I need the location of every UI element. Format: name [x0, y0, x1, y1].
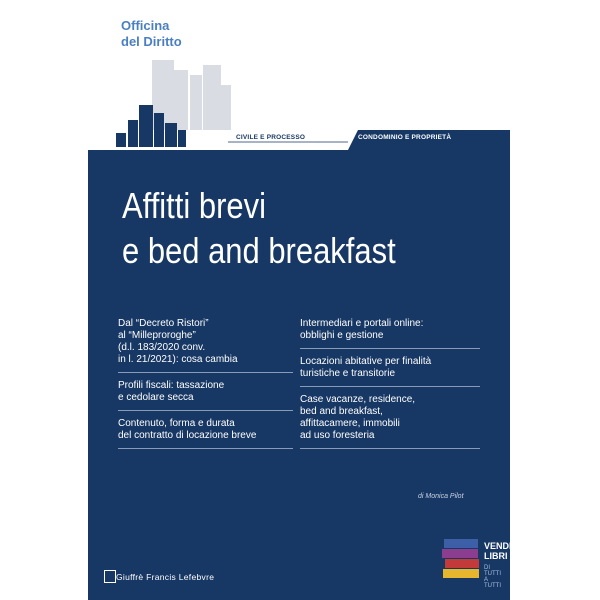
- topic-item: Profili fiscali: tassazione e cedolare secca: [118, 380, 293, 411]
- stamp-line-1: VENDIAMO: [484, 541, 533, 551]
- stamp-title: [484, 541, 554, 561]
- topic-item: Locazioni abitative per finalità turistiche e transitorie: [300, 356, 480, 387]
- topics-right-column: [300, 318, 480, 456]
- stamp-subtitle: DI TUTTI A TUTTI: [484, 565, 501, 589]
- brand-line-2: del Diritto: [121, 34, 182, 49]
- topics-left-column: [118, 318, 293, 456]
- stamp-line-2: LIBRI: [484, 551, 508, 561]
- author-name: di Monica Pilot: [418, 493, 464, 500]
- header-band-shape: [88, 0, 510, 150]
- series-tag-left: CIVILE E PROCESSO: [236, 134, 306, 141]
- topic-item: Dal “Decreto Ristori” al “Milleproroghe” (d.l. 183/2020 conv. in l. 21/2021): cosa cambia: [118, 318, 293, 373]
- bookseller-stamp: [442, 537, 533, 590]
- series-tag-right: CONDOMINIO E PROPRIETÀ: [358, 134, 452, 141]
- books-stack-icon: [442, 537, 482, 585]
- publisher-logo-icon: [104, 570, 116, 583]
- title-line-1: Affitti brevi: [122, 185, 266, 226]
- topic-item: Contenuto, forma e durata del contratto di locazione breve: [118, 418, 293, 449]
- topic-item: Case vacanze, residence, bed and breakfast, affittacamere, immobili ad uso foresteria: [300, 394, 480, 449]
- brand-line-1: Officina: [121, 18, 170, 33]
- topic-item: Intermediari e portali online: obblighi e gestione: [300, 318, 480, 349]
- book-cover: [88, 0, 533, 600]
- publisher-name: Giuffrè Francis Lefebvre: [116, 572, 215, 582]
- title-line-2: e bed and breakfast: [122, 230, 396, 271]
- book-title: [122, 183, 396, 273]
